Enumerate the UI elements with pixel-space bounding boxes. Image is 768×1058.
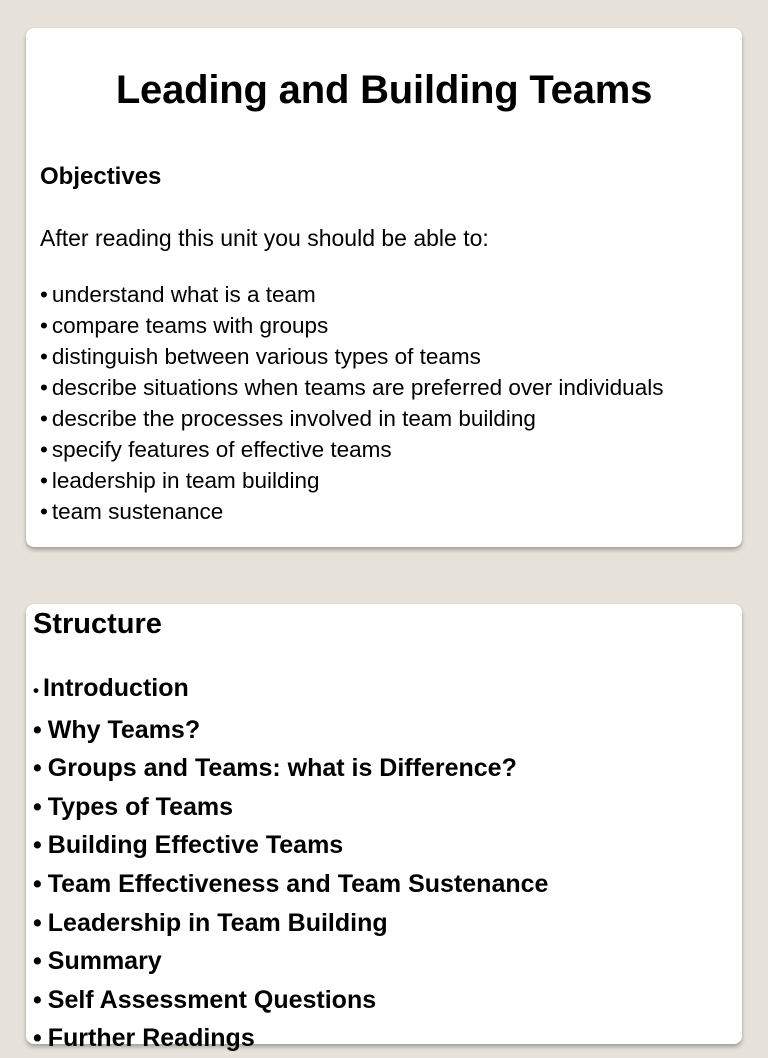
list-item [40, 279, 663, 310]
objective-text: understand what is a team [51, 282, 316, 307]
bullet: • [40, 437, 48, 462]
bullet: • [33, 754, 42, 783]
objective-text: distinguish between various types of teams [51, 344, 481, 369]
objective-text: describe situations when teams are preferred over individuals [51, 375, 664, 400]
bullet: • [33, 869, 42, 898]
objective-text: describe the processes involved in team building [51, 406, 536, 431]
objective-text: team sustenance [51, 499, 224, 524]
structure-item-text: Self Assessment Questions [47, 985, 377, 1014]
structure-item-text: Summary [47, 947, 162, 976]
bullet: • [40, 468, 48, 493]
objectives-list [40, 279, 663, 527]
bullet: • [40, 313, 48, 338]
structure-item-text: Why Teams? [47, 715, 201, 744]
list-item [33, 711, 548, 750]
structure-item-text: Building Effective Teams [47, 831, 344, 860]
structure-item-text: Further Readings [47, 1024, 255, 1053]
list-item [40, 310, 663, 341]
bullet: • [33, 831, 42, 860]
list-item [40, 434, 663, 465]
bullet: • [33, 947, 42, 976]
structure-item-text: Types of Teams [47, 792, 234, 821]
structure-item-text: Introduction [42, 674, 189, 702]
list-item [33, 865, 548, 904]
list-item [40, 465, 663, 496]
list-item [40, 403, 663, 434]
bullet: • [40, 406, 48, 431]
objectives-intro: After reading this unit you should be able to: [40, 225, 489, 251]
bullet: • [33, 715, 42, 744]
objective-text: specify features of effective teams [51, 437, 392, 462]
bullet: • [40, 282, 48, 307]
bullet: • [33, 681, 39, 700]
list-item [33, 826, 548, 865]
list-item [40, 496, 663, 527]
bullet: • [40, 499, 48, 524]
structure-list [33, 669, 548, 1058]
slide-objectives [26, 28, 742, 547]
objective-text: leadership in team building [51, 468, 320, 493]
bullet: • [33, 1024, 42, 1053]
list-item [33, 749, 548, 788]
list-item [33, 669, 548, 711]
bullet: • [33, 792, 42, 821]
list-item [33, 788, 548, 827]
list-item [33, 904, 548, 943]
list-item [33, 1019, 548, 1058]
bullet: • [33, 985, 42, 1014]
list-item [33, 981, 548, 1020]
structure-item-text: Leadership in Team Building [47, 908, 388, 937]
bullet: • [40, 375, 48, 400]
bullet: • [33, 908, 42, 937]
bullet: • [40, 344, 48, 369]
objectives-heading: Objectives [40, 163, 162, 190]
structure-heading: Structure [33, 608, 162, 640]
objective-text: compare teams with groups [51, 313, 329, 338]
structure-item-text: Team Effectiveness and Team Sustenance [47, 869, 549, 898]
slide-structure [26, 604, 742, 1053]
structure-item-text: Groups and Teams: what is Difference? [47, 754, 517, 783]
slide-title: Leading and Building Teams [115, 68, 653, 112]
list-item [33, 942, 548, 981]
list-item [40, 372, 663, 403]
list-item [40, 341, 663, 372]
